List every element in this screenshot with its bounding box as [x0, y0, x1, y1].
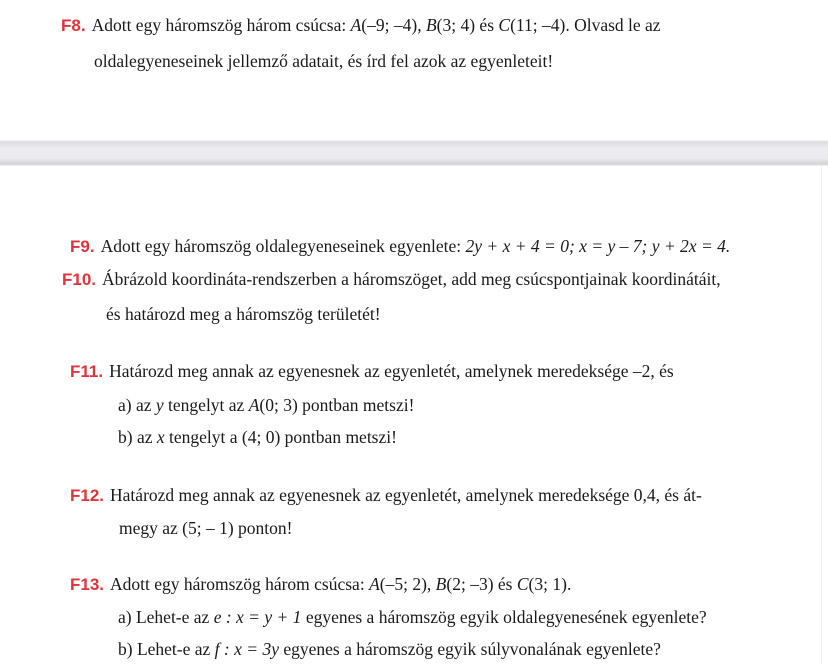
text: tengelyt a (4; 0) pontban metszi! — [164, 427, 397, 447]
exercise-number: F8. — [61, 16, 86, 35]
text: Ábrázold koordináta-rendszerben a háromszöget, add meg csúcspontjainak koordinátáit, — [102, 269, 721, 289]
text: Határozd meg annak az egyenesnek az egyenletét, amelynek meredeksége 0,4, és át- — [110, 485, 702, 505]
exercise-f12-line2: megy az (5; – 1) ponton! — [119, 518, 293, 538]
text: b) Lehet-e az — [118, 639, 215, 659]
page-edge — [821, 166, 822, 664]
text: egyenes a háromszög egyik oldalegyenesének egyenlete? — [301, 607, 707, 627]
text: (–9; –4), — [361, 15, 426, 35]
exercise-f11-b — [118, 426, 397, 448]
equation: f : x = 3y — [214, 639, 279, 659]
text: Határozd meg annak az egyenesnek az egyenletét, amelynek meredeksége –2, és — [109, 361, 674, 381]
text: egyenes a háromszög egyik súlyvonalának egyenlete? — [278, 639, 661, 659]
page-separator — [0, 140, 828, 166]
point-label: A — [350, 15, 362, 35]
text: Adott egy háromszög oldalegyeneseinek egyenlete: — [100, 236, 466, 256]
equation: e : x = y + 1 — [213, 607, 302, 627]
point-label: A — [248, 395, 260, 415]
exercise-f9 — [70, 235, 730, 258]
exercise-f13-b — [118, 638, 661, 660]
exercise-f10-line1 — [62, 268, 721, 291]
text: a) az — [118, 395, 156, 415]
text: b) az — [118, 427, 157, 447]
exercise-f10-line2: és határozd meg a háromszög területét! — [106, 304, 381, 324]
point-label: C — [498, 15, 511, 35]
exercise-number: F11. — [70, 362, 104, 381]
point-label: B — [435, 574, 447, 594]
variable: x — [156, 427, 165, 447]
exercise-f8-line1 — [61, 14, 661, 37]
text: Adott egy háromszög három csúcsa: — [110, 574, 370, 594]
variable: y — [155, 395, 164, 415]
text: a) Lehet-e az — [118, 607, 214, 627]
point-label: C — [516, 574, 529, 594]
text: Adott egy háromszög három csúcsa: — [91, 15, 351, 35]
exercise-f8-line2: oldalegyeneseinek jellemző adatait, és írd fel azok az egyenleteit! — [94, 51, 554, 71]
exercise-f13-a — [118, 606, 707, 628]
point-label: A — [369, 574, 380, 594]
equations: 2y + x + 4 = 0; x = y – 7; y + 2x = 4. — [465, 236, 731, 256]
text: tengelyt az — [163, 395, 249, 415]
point-label: B — [425, 15, 437, 35]
exercise-number: F9. — [70, 237, 95, 256]
text: (0; 3) pontban metszi! — [259, 395, 415, 415]
exercise-f11-line1 — [70, 360, 674, 383]
exercise-number: F13. — [70, 575, 105, 594]
exercise-f11-a — [118, 394, 414, 416]
text: (3; 1). — [528, 574, 572, 594]
text: (2; –3) és — [446, 574, 517, 594]
text: (3; 4) és — [436, 15, 499, 35]
exercise-f13-line1 — [70, 573, 571, 596]
text: (–5; 2), — [379, 574, 436, 594]
exercise-number: F12. — [70, 486, 105, 505]
text: (11; –4). Olvasd le az — [510, 15, 661, 35]
exercise-number: F10. — [62, 270, 97, 289]
exercise-f12-line1 — [70, 484, 702, 507]
